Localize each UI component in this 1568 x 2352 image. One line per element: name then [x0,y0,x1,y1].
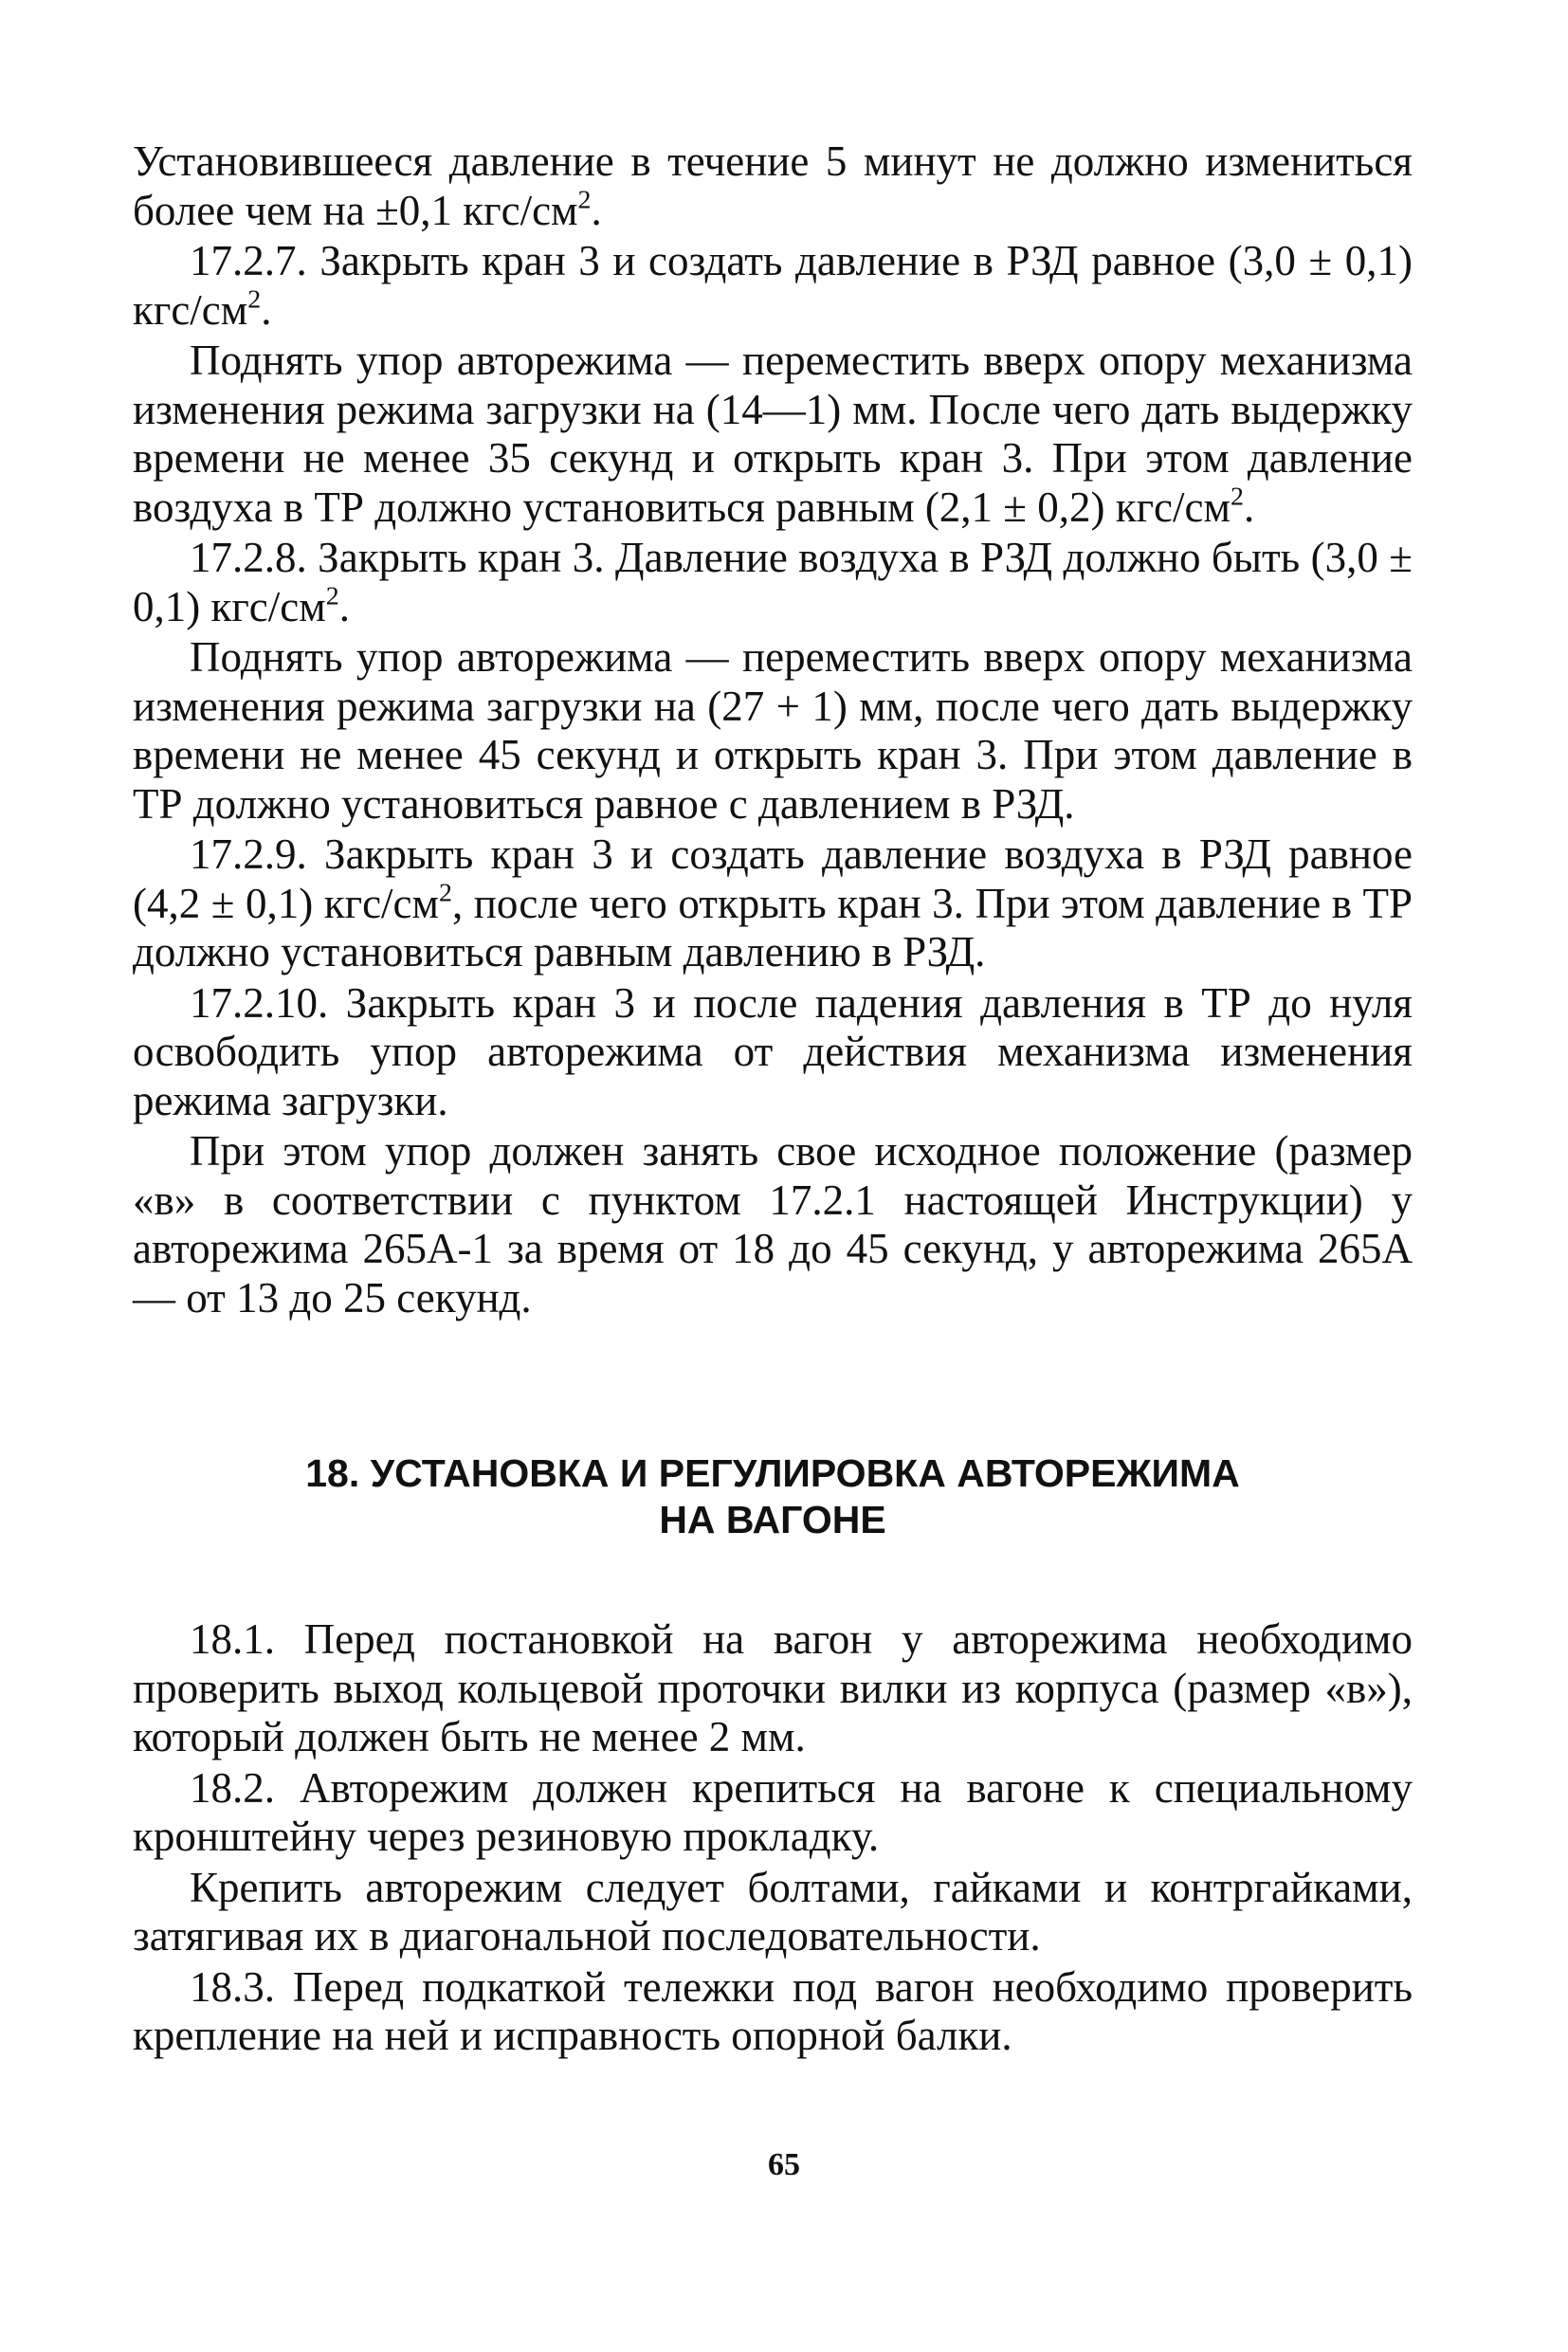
paragraph: Поднять упор авторежима — переместить вверх опору механизма изменения режима загрузки на (14—1) мм. После чего дать выдержку времени не менее 35 секунд и открыть кран 3. При этом давление воздуха в ТР должно установиться равным (2,1 ± 0,2) кгс/$см^2$. [133,337,1413,531]
section-heading-line-2: НА ВАГОНЕ [659,1498,886,1541]
paragraph: 18.2. Авторежим должен крепиться на вагоне к специальному кронштейну через резиновую прокладку. [133,1763,1413,1860]
body-top [133,137,1413,1322]
paragraph: 17.2.7. Закрыть кран 3 и создать давление в РЗД равное (3,0 ± 0,1) кгс/$см^2$. [133,237,1413,334]
paragraph: 17.2.9. Закрыть кран 3 и создать давление воздуха в РЗД равное (4,2 ± 0,1) кгс/$см^2$, после чего открыть кран 3. При этом давление в ТР должно установиться равным давлению в РЗД. [133,830,1413,975]
paragraph: 17.2.8. Закрыть кран 3. Давление воздуха в РЗД должно быть (3,0 ± 0,1) кгс/$см^2$. [133,534,1413,630]
paragraph: При этом упор должен занять свое исходное положение (размер «в» в соответствии с пунктом 17.2.1 настоящей Инструкции) у авторежима 265А-1 за время от 18 до 45 секунд, у авторежима 265А — от 13 до 25 секунд. [133,1127,1413,1322]
section-heading-line-1: 18. УСТАНОВКА И РЕГУЛИРОВКА АВТОРЕЖИМА [305,1451,1240,1495]
paragraph: Поднять упор авторежима — переместить вверх опору механизма изменения режима загрузки на (27 + 1) мм, после чего дать выдержку времени не менее 45 секунд и открыть кран 3. При этом давление в ТР должно установиться равное с давлением в РЗД. [133,633,1413,828]
paragraph: 18.3. Перед подкаткой тележки под вагон необходимо проверить крепление на ней и исправность опорной балки. [133,1962,1413,2059]
body-section [133,1615,1413,2061]
page-number: 65 [768,2147,800,2182]
page-content [133,137,1413,2063]
paragraph: Установившееся давление в течение 5 минут не должно измениться более чем на ±0,1 кгс/$см^2$. [133,137,1413,234]
section-heading [133,1450,1413,1543]
paragraph: 18.1. Перед постановкой на вагон у авторежима необходимо проверить выход кольцевой проточки вилки из корпуса (размер «в»), который должен быть не менее 2 мм. [133,1615,1413,1760]
paragraph: 17.2.10. Закрыть кран 3 и после падения давления в ТР до нуля освободить упор авторежима от действия механизма изменения режима загрузки. [133,978,1413,1124]
paragraph: Крепить авторежим следует болтами, гайками и контргайками, затягивая их в диагональной последовательности. [133,1863,1413,1960]
